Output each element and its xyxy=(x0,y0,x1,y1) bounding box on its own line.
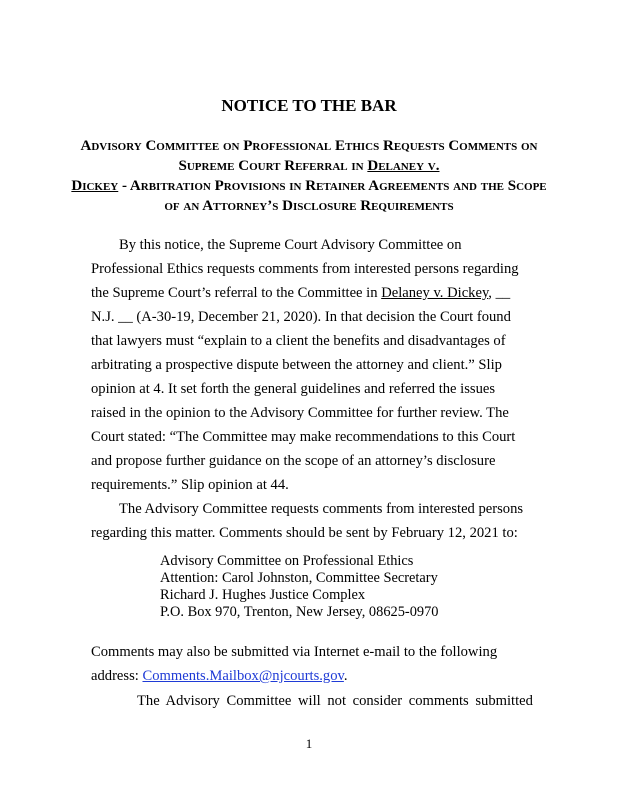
subtitle-part1: Advisory Committee on Professional Ethics Requests Comments on Supreme Court Referral in xyxy=(80,138,538,174)
paragraph-2: The Advisory Committee requests comments from interested persons regarding this matter. Comments should be sent by February 12, 2021 to: xyxy=(91,501,524,541)
mailing-address xyxy=(160,553,439,621)
email-paragraph-text: Comments may also be submitted via Internet e-mail to the following address: xyxy=(91,644,498,684)
address-line-2: Attention: Carol Johnston, Committee Secretary xyxy=(160,570,438,586)
notice-body xyxy=(91,233,531,545)
email-paragraph xyxy=(91,640,531,688)
email-paragraph-end: . xyxy=(343,668,348,684)
paragraph-1-text-start: By this notice, the Supreme Court Advisory Committee on Professional Ethics requests comments from interested persons regarding the Supreme Court’s referral to the Committee in xyxy=(91,237,519,301)
address-line-3: Richard J. Hughes Justice Complex xyxy=(160,587,366,603)
paragraph-3: The Advisory Committee will not consider comments submitted xyxy=(137,693,533,709)
subtitle-part2: - Arbitration Provisions in Retainer Agreements and the Scope of an Attorney’s Disclosure Requirements xyxy=(118,178,547,214)
address-line-4: P.O. Box 970, Trenton, New Jersey, 08625-0970 xyxy=(160,604,439,620)
notice-subtitle xyxy=(70,136,548,216)
email-link[interactable]: Comments.Mailbox@njcourts.gov xyxy=(142,668,344,684)
address-line-1: Advisory Committee on Professional Ethics xyxy=(160,553,414,569)
subtitle-case-name-line2: Dickey xyxy=(71,178,119,194)
paragraph-1-text-end: , __ N.J. __ (A-30-19, December 21, 2020). In that decision the Court found that lawyers must “explain to a client the benefits and disadvantages of arbitrating a prospective dispute between the attorney and client.” Slip opinion at 4. It set forth the general guidelines and referred the issues raised in the opinion to the Advisory Committee for further review. The Court stated: “The Committee may make recommendations to this Court and propose further guidance on the scope of an attorney’s disclosure requirements.” Slip opinion at 44. xyxy=(91,285,516,493)
paragraph-1 xyxy=(91,233,531,497)
case-name: Delaney v. Dickey xyxy=(381,285,489,301)
notice-title: NOTICE TO THE BAR xyxy=(221,96,397,115)
subtitle-case-name-line1: Delaney v. xyxy=(367,158,440,174)
page-number: 1 xyxy=(305,736,313,751)
